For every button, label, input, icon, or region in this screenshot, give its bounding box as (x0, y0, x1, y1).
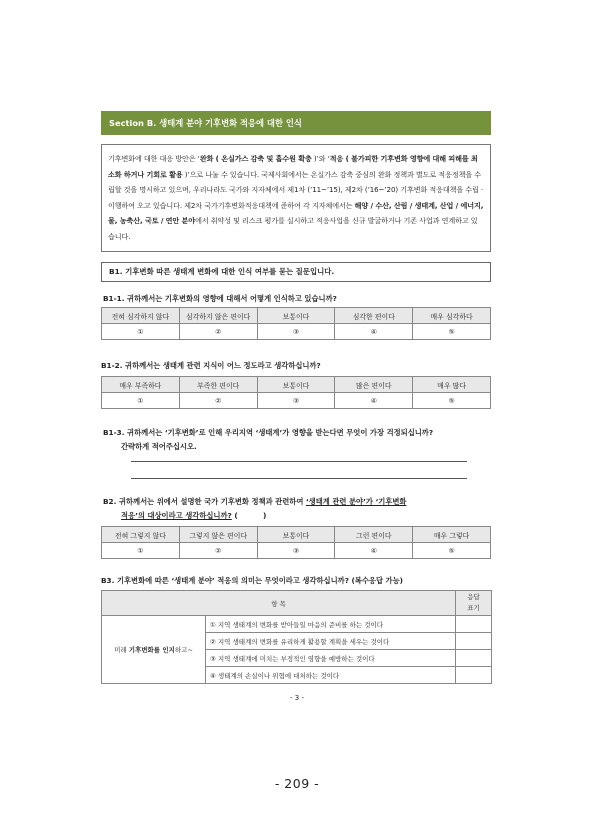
b2-question-line2 (121, 511, 266, 521)
b1-1-option: 보통이다 (257, 308, 335, 324)
page-number: - 209 - (274, 776, 320, 791)
b3-header-response-line: 표기 (467, 604, 480, 612)
b1-heading-box: B1. 기후변화 따른 생태계 변화에 대한 인식 여부를 묻는 질문입니다. (101, 262, 491, 282)
b2-option: 보통이다 (257, 527, 335, 543)
page-number-inner: - 3 - (290, 694, 304, 702)
intro-text: 에서 취약성 및 리스크 평가를 실시하고 적응사업을 신규 발굴하거나 기존 사업과 연계하고 있습니다. (108, 216, 478, 241)
b1-1-option: 심각한 편이다 (335, 308, 413, 324)
b3-response-cell[interactable] (456, 650, 492, 667)
intro-bold-sectors: 해양 / 수산, 산림 / 생태계, 산업 / 에너지, 물, 농축산, 국토 / 연안 분야 (108, 200, 484, 225)
intro-text: 기후변화에 대한 대응 방안은 ‘ (108, 154, 200, 163)
b2-option: 전혀 그렇지 않다 (102, 527, 180, 543)
b1-1-option: 심각하지 않은 편이다 (179, 308, 257, 324)
b1-3-question-line2: 간략하게 적어주십시오. (121, 442, 197, 451)
b1-1-choice[interactable]: ① (102, 324, 180, 340)
b3-response-cell[interactable] (456, 633, 492, 650)
b1-2-choice[interactable]: ④ (335, 393, 413, 409)
b1-1-option: 전혀 심각하지 않다 (102, 308, 180, 324)
intro-text: )’와 ‘ (311, 154, 330, 163)
b1-1-scale-table (101, 307, 491, 340)
b2-choice[interactable]: ② (179, 543, 257, 559)
b1-1-question: B1-1. 귀하께서는 기후변화의 영향에 대해서 어떻게 인식하고 있습니까? (103, 294, 337, 303)
b3-header-item: 항 목 (102, 591, 456, 616)
b1-2-scale-table (101, 376, 491, 409)
b3-response-cell[interactable] (456, 667, 492, 684)
b3-row-label-text: 미래 (114, 646, 129, 654)
b1-2-choice[interactable]: ② (179, 393, 257, 409)
b1-2-option: 부족한 편이다 (179, 377, 257, 393)
intro-text: )’으로 나눌 수 있습니다. 국제사회에서는 온실가스 감축 중심의 완화 정책과 별도로 적응정책을 수립할 것을 명시하고 있으며, 우리나라도 국가와 지자체에서 제1차 (’11~’15), 제2차 (’16~’20) 기후변화 적응대책을 수립 · 이행하여 오고 있습니다. 제2차 국가기후변화적응대책에 준하여 각 지자체에서는 (108, 169, 484, 210)
intro-text-box (101, 144, 491, 252)
b1-1-choice[interactable]: ⑤ (413, 324, 491, 340)
b2-choice[interactable]: ⑤ (413, 543, 491, 559)
section-title: Section B. 생태계 분야 기후변화 적응에 대한 인식 (101, 111, 491, 135)
intro-bold-mitigation: 완화 ( 온실가스 감축 및 흡수원 확충 (199, 154, 312, 163)
b1-1-option: 매우 심각하다 (413, 308, 491, 324)
b3-row-label-text: 하고~ (174, 646, 193, 654)
b1-1-choice[interactable]: ② (179, 324, 257, 340)
b1-2-option: 보통이다 (257, 377, 335, 393)
b2-choice[interactable]: ① (102, 543, 180, 559)
b2-scale-table (101, 526, 491, 559)
b3-response-table (101, 590, 492, 684)
b1-2-choice[interactable]: ③ (257, 393, 335, 409)
b1-3-answer-line[interactable] (131, 478, 467, 479)
b1-2-choice[interactable]: ⑤ (413, 393, 491, 409)
b3-row-label-bold: 기후변화를 인지 (128, 646, 175, 654)
b2-choice[interactable]: ③ (257, 543, 335, 559)
b2-question-underlined: ‘생태계 관련 분야’가 ‘기후변화 (305, 497, 407, 506)
b1-3-answer-line[interactable] (131, 461, 467, 462)
b3-item: ① 지역 생태계의 변화를 받아들일 마음의 준비를 하는 것이다 (206, 616, 456, 633)
b3-item: ④ 생태계의 손실이나 위협에 대처하는 것이다 (206, 667, 456, 684)
b3-row-label (102, 616, 206, 684)
b2-answer-blank[interactable]: ( ) (231, 511, 267, 520)
b2-option: 매우 그렇다 (413, 527, 491, 543)
intro-bold-adaptation: 적응 ( 불가피한 기후변화 영향에 대해 피해를 최소화 하거나 기회로 활용 (108, 154, 478, 179)
b1-2-option: 매우 많다 (413, 377, 491, 393)
b1-3-question: B1-3. 귀하께서는 ‘기후변화’로 인해 우리지역 ‘생태계’가 영향을 받는다면 무엇이 가장 걱정되십니까? (103, 428, 434, 437)
b1-2-choice[interactable]: ① (102, 393, 180, 409)
b2-choice[interactable]: ④ (335, 543, 413, 559)
b2-option: 그런 편이다 (335, 527, 413, 543)
b1-2-option: 매우 부족하다 (102, 377, 180, 393)
b3-question: B3. 기후변화에 따른 ‘생태계 분야’ 적응의 의미는 무엇이라고 생각하십니까? (복수응답 가능) (101, 576, 403, 585)
b1-1-choice[interactable]: ③ (257, 324, 335, 340)
b3-item: ② 지역 생태계의 변화를 유리하게 활용할 계획을 세우는 것이다 (206, 633, 456, 650)
b2-option: 그렇지 않은 편이다 (179, 527, 257, 543)
b3-header-response-line: 응답 (467, 593, 480, 601)
b3-header-response (456, 591, 492, 616)
b1-2-question: B1-2. 귀하께서는 생태계 관련 지식이 어느 정도라고 생각하십니까? (101, 361, 321, 370)
b1-1-choice[interactable]: ④ (335, 324, 413, 340)
b1-2-option: 많은 편이다 (335, 377, 413, 393)
b2-question-text: B2. 귀하께서는 위에서 설명한 국가 기후변화 정책과 관련하여 (103, 497, 306, 506)
b2-question-underlined: 적응’의 대상이라고 생각하십니까? (121, 511, 232, 520)
b3-item: ③ 지역 생태계에 미치는 부정적인 영향을 예방하는 것이다 (206, 650, 456, 667)
b2-question (103, 497, 495, 507)
b3-response-cell[interactable] (456, 616, 492, 633)
